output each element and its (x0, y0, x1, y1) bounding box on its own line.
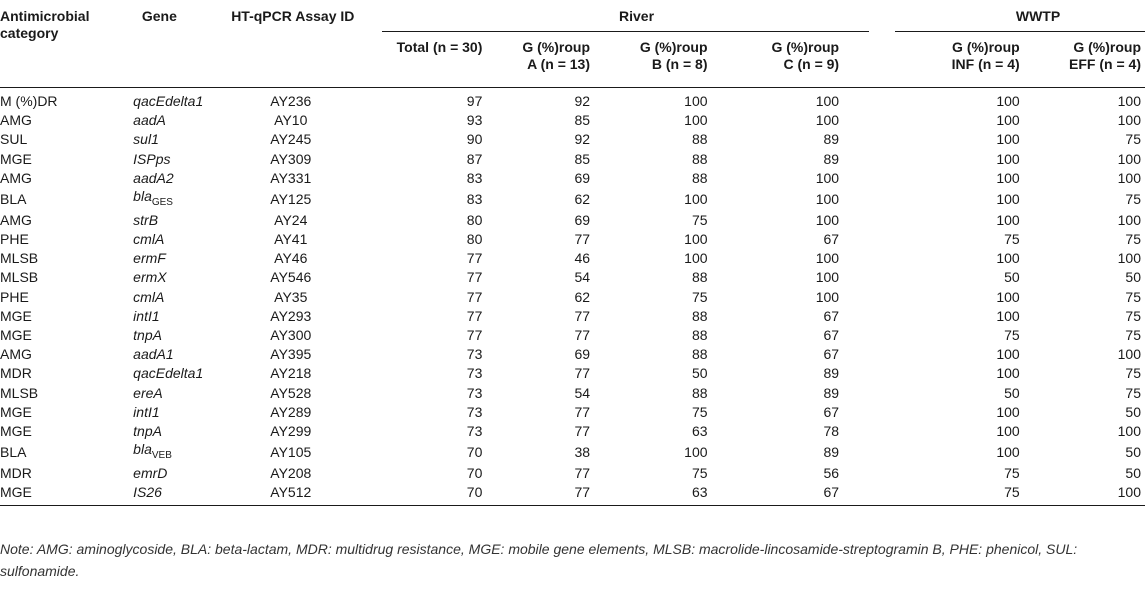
cell-group-a: 54 (574, 384, 591, 401)
cell-group-a: 69 (574, 211, 591, 228)
cell-group-c: 89 (823, 443, 840, 460)
gene-name: IS26 (133, 484, 162, 501)
table-row (0, 111, 1145, 130)
cell-group-a: 92 (574, 131, 591, 148)
cell-assay-id: AY10 (274, 112, 308, 129)
table-row (0, 483, 1145, 506)
table-row (0, 383, 1145, 402)
gene-name: tnpA (133, 326, 162, 343)
cell-total: 80 (466, 231, 483, 248)
cell-assay-id: AY289 (270, 403, 312, 420)
cell-inf: 100 (996, 443, 1020, 460)
cell-assay-id: AY300 (270, 326, 312, 343)
table-note: Note: AMG: aminoglycoside, BLA: beta-lactam, MDR: multidrug resistance, MGE: mobile gene elements, MLSB: macrolide-lincosamide-streptogramin B, PHE: phenicol, SUL: sulfonamide. (0, 541, 1078, 579)
cell-group-b: 100 (684, 443, 708, 460)
cell-group-b: 100 (684, 112, 708, 129)
cell-category: MLSB (0, 384, 39, 401)
cell-group-a: 54 (574, 269, 591, 286)
table-row (0, 211, 1145, 230)
cell-category: SUL (0, 131, 28, 148)
gene-name: aadA2 (133, 169, 174, 186)
cell-total: 73 (466, 346, 483, 363)
cell-group-b: 88 (691, 169, 708, 186)
cell-eff: 75 (1125, 365, 1141, 382)
cell-inf: 100 (996, 346, 1020, 363)
cell-inf: 100 (996, 288, 1020, 305)
header-group-eff-line: G (%)roup (1073, 39, 1141, 55)
cell-eff: 100 (1117, 150, 1141, 167)
cell-group-c: 100 (815, 211, 840, 228)
cell-gene (119, 230, 227, 249)
header-total-line: Total (n = 30) (396, 39, 483, 55)
cell-group-b: 88 (691, 269, 708, 286)
cell-eff: 100 (1117, 211, 1141, 228)
cell-group-a: 85 (574, 112, 591, 129)
cell-gene (119, 326, 227, 345)
cell-group-a: 92 (574, 93, 591, 110)
header-group-eff (1024, 32, 1145, 88)
cell-inf: 50 (1004, 269, 1020, 286)
cell-gene (119, 88, 227, 112)
cell-category: MGE (0, 150, 32, 167)
cell-inf: 100 (996, 131, 1020, 148)
cell-eff: 75 (1125, 190, 1141, 207)
cell-total: 70 (466, 464, 483, 481)
gene-name: bla (133, 440, 152, 457)
cell-group-c: 67 (823, 307, 840, 324)
cell-group-b: 75 (691, 211, 708, 228)
cell-inf: 100 (996, 190, 1020, 207)
cell-total: 73 (466, 422, 483, 439)
cell-assay-id: AY395 (270, 346, 312, 363)
cell-eff: 100 (1117, 346, 1141, 363)
cell-group-a: 38 (574, 443, 591, 460)
cell-group-c: 67 (750, 483, 892, 506)
table-row (0, 403, 1145, 422)
cell-total: 83 (466, 190, 483, 207)
cell-gene (119, 422, 227, 441)
cell-assay-id: AY528 (270, 384, 312, 401)
cell-group-c: 89 (823, 150, 840, 167)
cell-category: AMG (0, 169, 32, 186)
table-row (0, 441, 1145, 464)
cell-eff: 75 (1125, 307, 1141, 324)
cell-assay-id: AY512 (228, 483, 382, 506)
cell-category: BLA (0, 190, 27, 207)
cell-gene (119, 403, 227, 422)
gene-name: bla (133, 187, 152, 204)
gene-name: emrD (133, 464, 168, 481)
header-assay: HT-qPCR Assay ID (231, 8, 355, 24)
cell-gene (119, 464, 227, 483)
cell-group-a: 77 (574, 422, 591, 439)
cell-group-a: 77 (574, 307, 591, 324)
cell-group-a: 62 (574, 190, 591, 207)
cell-group-a: 77 (574, 365, 591, 382)
cell-category: MGE (0, 403, 32, 420)
cell-gene (119, 441, 227, 464)
cell-inf: 100 (996, 112, 1020, 129)
header-group-river: River (382, 0, 891, 32)
cell-inf: 100 (996, 365, 1020, 382)
cell-eff: 100 (1024, 483, 1145, 506)
cell-inf: 100 (996, 307, 1020, 324)
cell-group-b: 88 (691, 150, 708, 167)
cell-group-b: 88 (691, 131, 708, 148)
header-gene: Gene (141, 8, 177, 24)
cell-group-c: 89 (823, 384, 840, 401)
table-row (0, 464, 1145, 483)
table-row (0, 307, 1145, 326)
cell-gene (119, 111, 227, 130)
table-row (0, 268, 1145, 287)
header-group-b (622, 32, 750, 88)
header-group-c (750, 32, 892, 88)
cell-total: 90 (466, 131, 483, 148)
cell-gene (119, 287, 227, 306)
gene-name: aadA (133, 112, 166, 129)
cell-total: 77 (466, 288, 483, 305)
cell-eff: 75 (1125, 231, 1141, 248)
cell-inf: 75 (1004, 326, 1020, 343)
cell-eff: 50 (1125, 464, 1141, 481)
cell-total: 70 (382, 483, 496, 506)
cell-group-b: 88 (691, 384, 708, 401)
gene-name: ereA (133, 384, 163, 401)
cell-total: 73 (466, 365, 483, 382)
cell-inf: 100 (996, 150, 1020, 167)
cell-gene (119, 169, 227, 188)
gene-name: ISPps (133, 150, 171, 167)
cell-eff: 50 (1125, 443, 1141, 460)
header-group-a (496, 32, 622, 88)
cell-assay-id: AY236 (270, 93, 312, 110)
cell-group-b: 63 (691, 422, 708, 439)
cell-gene (119, 364, 227, 383)
cell-gene (119, 483, 227, 506)
cell-category: AMG (0, 346, 32, 363)
cell-group-b: 88 (691, 346, 708, 363)
cell-inf: 75 (891, 483, 1024, 506)
cell-eff: 100 (1117, 169, 1141, 186)
gene-name: qacEdelta1 (133, 365, 204, 382)
header-group-inf (891, 32, 1024, 88)
table-row (0, 88, 1145, 112)
cell-assay-id: AY245 (270, 131, 312, 148)
cell-category: MLSB (0, 269, 39, 286)
cell-assay-id: AY331 (270, 169, 312, 186)
cell-group-c: 100 (815, 169, 840, 186)
cell-total: 93 (466, 112, 483, 129)
cell-group-b: 100 (684, 93, 708, 110)
cell-total: 77 (466, 250, 483, 267)
table-row (0, 230, 1145, 249)
table-row (0, 364, 1145, 383)
header-group-c-line: C (n = 9) (783, 56, 840, 72)
cell-category: AMG (0, 112, 32, 129)
cell-inf: 100 (996, 169, 1020, 186)
header-group-eff-line: EFF (n = 4) (1069, 56, 1141, 72)
cell-group-c: 89 (823, 365, 840, 382)
gene-name: qacEdelta1 (133, 93, 204, 110)
table-header (0, 0, 1145, 88)
cell-eff: 75 (1125, 131, 1141, 148)
cell-assay-id: AY105 (270, 443, 312, 460)
cell-assay-id: AY208 (270, 464, 312, 481)
gene-name: strB (133, 211, 159, 228)
cell-group-a: 77 (496, 483, 622, 506)
cell-total: 77 (466, 307, 483, 324)
table-body (0, 88, 1145, 506)
table-row (0, 422, 1145, 441)
header-group-wwtp: WWTP (891, 0, 1145, 32)
cell-group-c: 100 (815, 190, 840, 207)
gene-subscript: GES (151, 196, 173, 208)
cell-group-a: 69 (574, 346, 591, 363)
cell-gene (119, 383, 227, 402)
header-group-b-line: B (n = 8) (651, 56, 708, 72)
cell-eff: 50 (1125, 269, 1141, 286)
cell-assay-id: AY299 (270, 422, 312, 439)
header-group-c-line: G (%)roup (771, 39, 840, 55)
table-row (0, 150, 1145, 169)
header-group-inf-line: G (%)roup (952, 39, 1020, 55)
cell-group-c: 67 (823, 346, 840, 363)
gene-subscript: VEB (151, 449, 172, 461)
cell-assay-id: AY546 (270, 269, 312, 286)
cell-gene (119, 188, 227, 211)
table-row (0, 326, 1145, 345)
cell-group-c: 67 (823, 326, 840, 343)
table-row (0, 287, 1145, 306)
cell-gene (119, 150, 227, 169)
cell-category: MGE (0, 326, 32, 343)
cell-inf: 100 (996, 250, 1020, 267)
cell-assay-id: AY218 (270, 365, 312, 382)
cell-group-a: 77 (574, 464, 591, 481)
cell-group-c: 56 (823, 464, 840, 481)
cell-assay-id: AY41 (274, 231, 308, 248)
cell-group-b: 50 (691, 365, 708, 382)
cell-category: AMG (0, 211, 32, 228)
cell-eff: 100 (1117, 93, 1141, 110)
cell-group-b: 100 (684, 190, 708, 207)
cell-inf: 100 (996, 93, 1020, 110)
cell-group-b: 100 (684, 231, 708, 248)
cell-category: BLA (0, 443, 27, 460)
gene-name: cmlA (133, 231, 165, 248)
cell-total: 70 (466, 443, 483, 460)
gene-name: aadA1 (133, 346, 174, 363)
cell-group-b: 75 (691, 464, 708, 481)
cell-eff: 75 (1125, 326, 1141, 343)
cell-group-a: 62 (574, 288, 591, 305)
cell-total: 73 (466, 384, 483, 401)
cell-group-b: 63 (622, 483, 750, 506)
gene-name: intI1 (133, 403, 160, 420)
cell-eff: 50 (1125, 403, 1141, 420)
cell-total: 97 (466, 93, 483, 110)
table-row (0, 130, 1145, 149)
cell-eff: 100 (1117, 250, 1141, 267)
header-group-b-line: G (%)roup (639, 39, 708, 55)
cell-assay-id: AY35 (274, 288, 308, 305)
cell-group-a: 85 (574, 150, 591, 167)
cell-inf: 100 (996, 211, 1020, 228)
cell-category: MGE (0, 307, 32, 324)
cell-eff: 75 (1125, 384, 1141, 401)
cell-group-a: 77 (574, 403, 591, 420)
cell-category: MGE (0, 422, 32, 439)
cell-assay-id: AY46 (274, 250, 308, 267)
cell-group-a: 69 (574, 169, 591, 186)
cell-gene (119, 249, 227, 268)
cell-group-b: 75 (691, 288, 708, 305)
cell-group-a: 77 (574, 231, 591, 248)
table-row (0, 249, 1145, 268)
cell-eff: 100 (1117, 112, 1141, 129)
cell-total: 80 (466, 211, 483, 228)
cell-gene (119, 211, 227, 230)
cell-group-c: 100 (815, 93, 840, 110)
gene-name: ermF (133, 250, 166, 267)
table-row (0, 169, 1145, 188)
cell-inf: 100 (996, 403, 1020, 420)
cell-group-c: 78 (823, 422, 840, 439)
cell-total: 87 (466, 150, 483, 167)
cell-category: MGE (0, 483, 119, 506)
header-category: Antimicrobial category (0, 8, 90, 41)
cell-eff: 75 (1125, 288, 1141, 305)
header-group-a-line: G (%)roup (522, 39, 591, 55)
cell-inf: 75 (1004, 231, 1020, 248)
cell-inf: 75 (1004, 464, 1020, 481)
cell-assay-id: AY309 (270, 150, 312, 167)
table-row (0, 345, 1145, 364)
header-group-inf-line: INF (n = 4) (951, 56, 1020, 72)
header-group-a-line: A (n = 13) (527, 56, 591, 72)
cell-assay-id: AY24 (274, 211, 308, 228)
cell-total: 77 (466, 269, 483, 286)
cell-group-c: 100 (815, 250, 840, 267)
cell-group-b: 88 (691, 307, 708, 324)
cell-group-c: 100 (815, 112, 840, 129)
cell-category: MDR (0, 464, 32, 481)
cell-category: M (%)DR (0, 93, 58, 110)
cell-category: PHE (0, 288, 29, 305)
cell-total: 83 (466, 169, 483, 186)
cell-group-b: 75 (691, 403, 708, 420)
cell-inf: 100 (996, 422, 1020, 439)
cell-gene (119, 130, 227, 149)
cell-total: 77 (466, 326, 483, 343)
cell-gene (119, 268, 227, 287)
gene-name: cmlA (133, 288, 165, 305)
cell-eff: 100 (1117, 422, 1141, 439)
cell-group-c: 100 (815, 269, 840, 286)
cell-group-b: 100 (684, 250, 708, 267)
cell-category: MDR (0, 365, 32, 382)
cell-group-b: 88 (691, 326, 708, 343)
cell-group-a: 77 (574, 326, 591, 343)
header-total (382, 32, 496, 88)
cell-category: MLSB (0, 250, 39, 267)
cell-group-c: 100 (815, 288, 840, 305)
gene-name: sul1 (133, 131, 159, 148)
gene-name: tnpA (133, 422, 162, 439)
gene-name: ermX (133, 269, 167, 286)
cell-assay-id: AY125 (270, 190, 312, 207)
cell-group-c: 89 (823, 131, 840, 148)
cell-assay-id: AY293 (270, 307, 312, 324)
cell-gene (119, 307, 227, 326)
cell-inf: 50 (1004, 384, 1020, 401)
cell-group-c: 67 (823, 403, 840, 420)
table-row (0, 188, 1145, 211)
cell-category: PHE (0, 231, 29, 248)
cell-group-c: 67 (823, 231, 840, 248)
cell-gene (119, 345, 227, 364)
gene-name: intI1 (133, 307, 160, 324)
cell-total: 73 (466, 403, 483, 420)
cell-group-a: 46 (574, 250, 591, 267)
